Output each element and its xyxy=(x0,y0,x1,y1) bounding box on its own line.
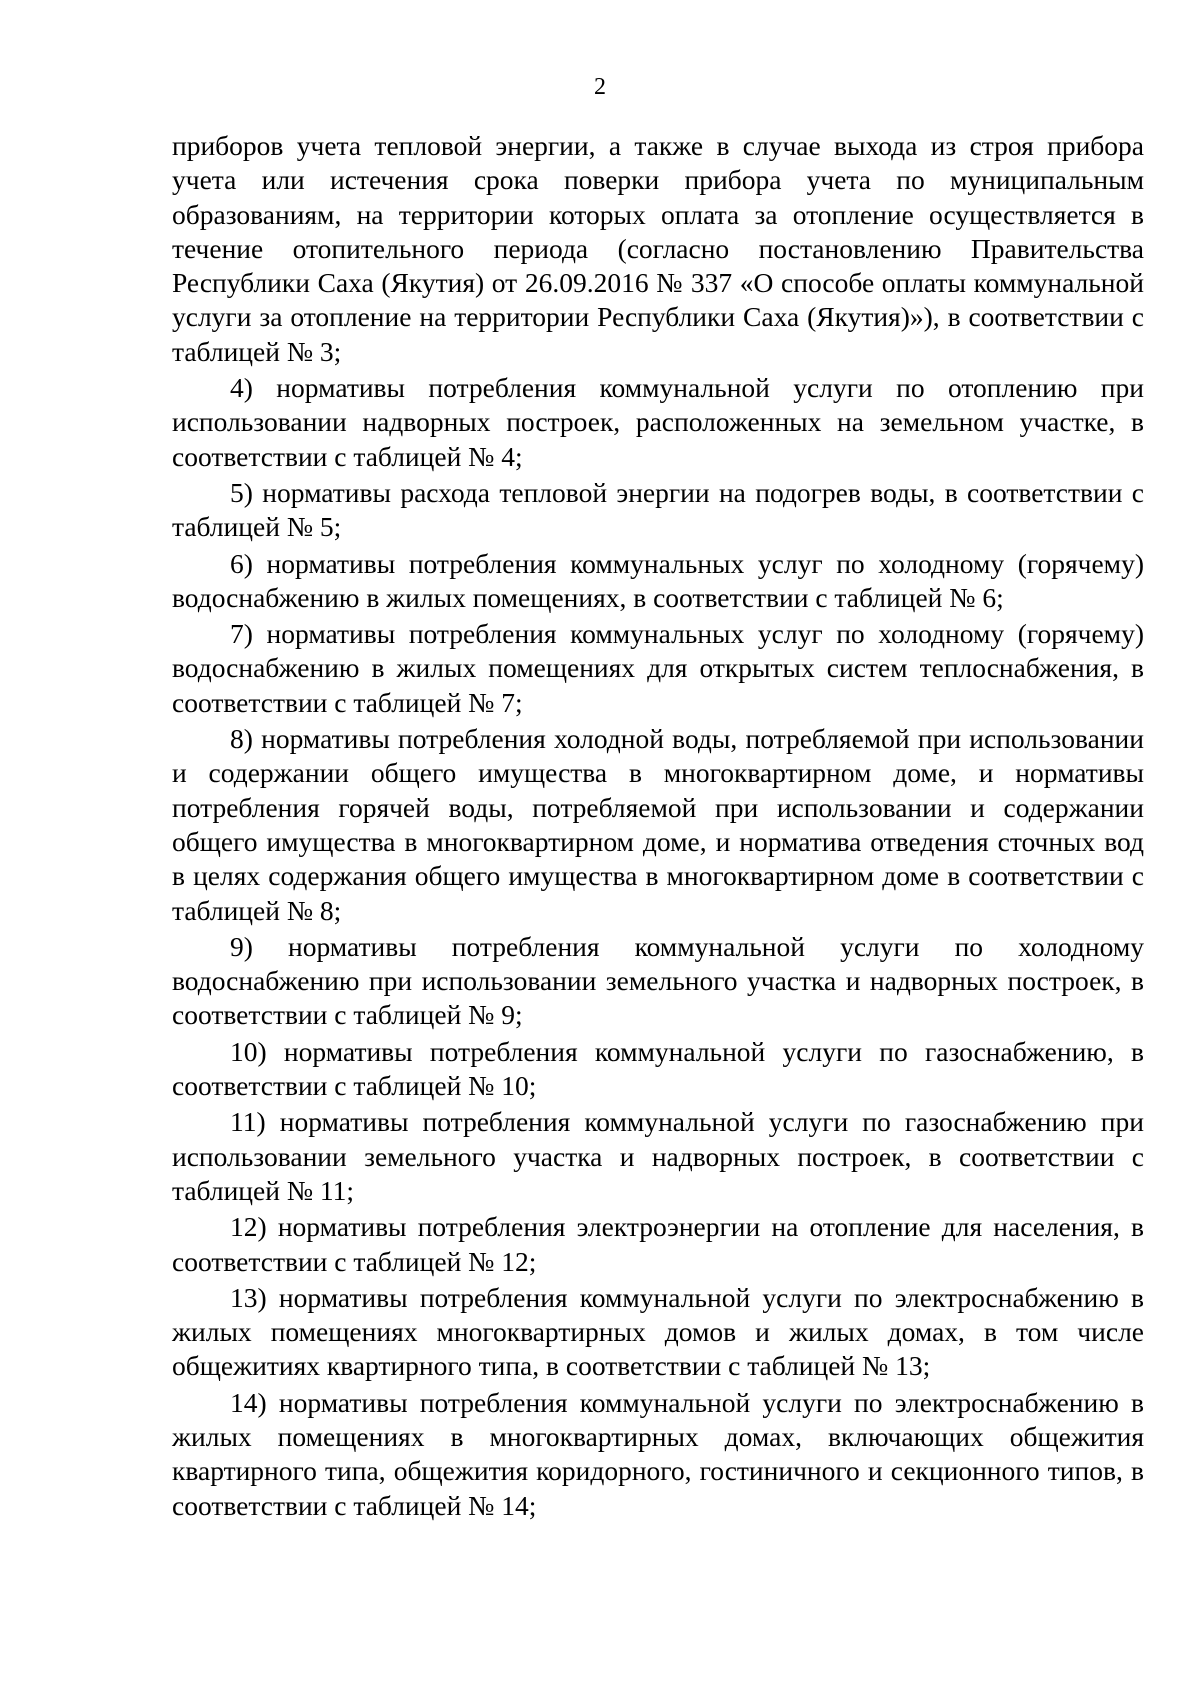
list-item-14: 14) нормативы потребления коммунальной услуги по электроснабжению в жилых помещениях в многоквартирных домах, включающих общежития квартирного типа, общежития коридорного, гостиничного и секционного типов, в соответствии с таблицей № 14; xyxy=(172,1386,1144,1521)
list-item-5: 5) нормативы расхода тепловой энергии на подогрев воды, в соответствии с таблицей № 5; xyxy=(172,476,1144,543)
list-item-6: 6) нормативы потребления коммунальных услуг по холодному (горячему) водоснабжению в жилых помещениях, в соответствии с таблицей № 6; xyxy=(172,547,1144,613)
list-item-10: 10) нормативы потребления коммунальной услуги по газоснабжению, в соответствии с таблицей № 10; xyxy=(172,1035,1144,1102)
document-body xyxy=(172,129,1144,1523)
list-item-12: 12) нормативы потребления электроэнергии на отопление для населения, в соответствии с таблицей № 12; xyxy=(172,1211,1144,1277)
list-item-7: 7) нормативы потребления коммунальных услуг по холодному (горячему) водоснабжению в жилых помещениях для открытых систем теплоснабжения, в соответствии с таблицей № 7; xyxy=(172,618,1144,718)
list-item-13: 13) нормативы потребления коммунальной услуги по электроснабжению в жилых помещениях многоквартирных домов и жилых домах, в том числе общежитиях квартирного типа, в соответствии с таблицей № 13; xyxy=(172,1281,1144,1382)
list-item-9: 9) нормативы потребления коммунальной услуги по холодному водоснабжению при использовании земельного участка и надворных построек, в соответствии с таблицей № 9; xyxy=(172,930,1144,1031)
paragraph-continuation: приборов учета тепловой энергии, а также в случае выхода из строя прибора учета или истечения срока поверки прибора учета по муниципальным образованиям, на территории которых оплата за отопление осуществляется в течение отопительного периода (согласно постановлению Правительства Республики Саха (Якутия) от 26.09.2016 № 337 «О способе оплаты коммунальной услуги за отопление на территории Республики Саха (Якутия)»), в соответствии с таблицей № 3; xyxy=(172,130,1144,367)
list-item-11: 11) нормативы потребления коммунальной услуги по газоснабжению при использовании земельного участка и надворных построек, в соответствии с таблицей № 11; xyxy=(172,1106,1144,1206)
list-item-4: 4) нормативы потребления коммунальной услуги по отоплению при использовании надворных построек, расположенных на земельном участке, в соответствии с таблицей № 4; xyxy=(172,372,1144,472)
page-number: 2 xyxy=(594,74,606,100)
list-item-8: 8) нормативы потребления холодной воды, потребляемой при использовании и содержании общего имущества в многоквартирном доме, и нормативы потребления горячей воды, потребляемой при использовании и содержании общего имущества в многоквартирном доме, и норматива отведения сточных вод в целях содержания общего имущества в многоквартирном доме в соответствии с таблицей № 8; xyxy=(172,723,1144,926)
